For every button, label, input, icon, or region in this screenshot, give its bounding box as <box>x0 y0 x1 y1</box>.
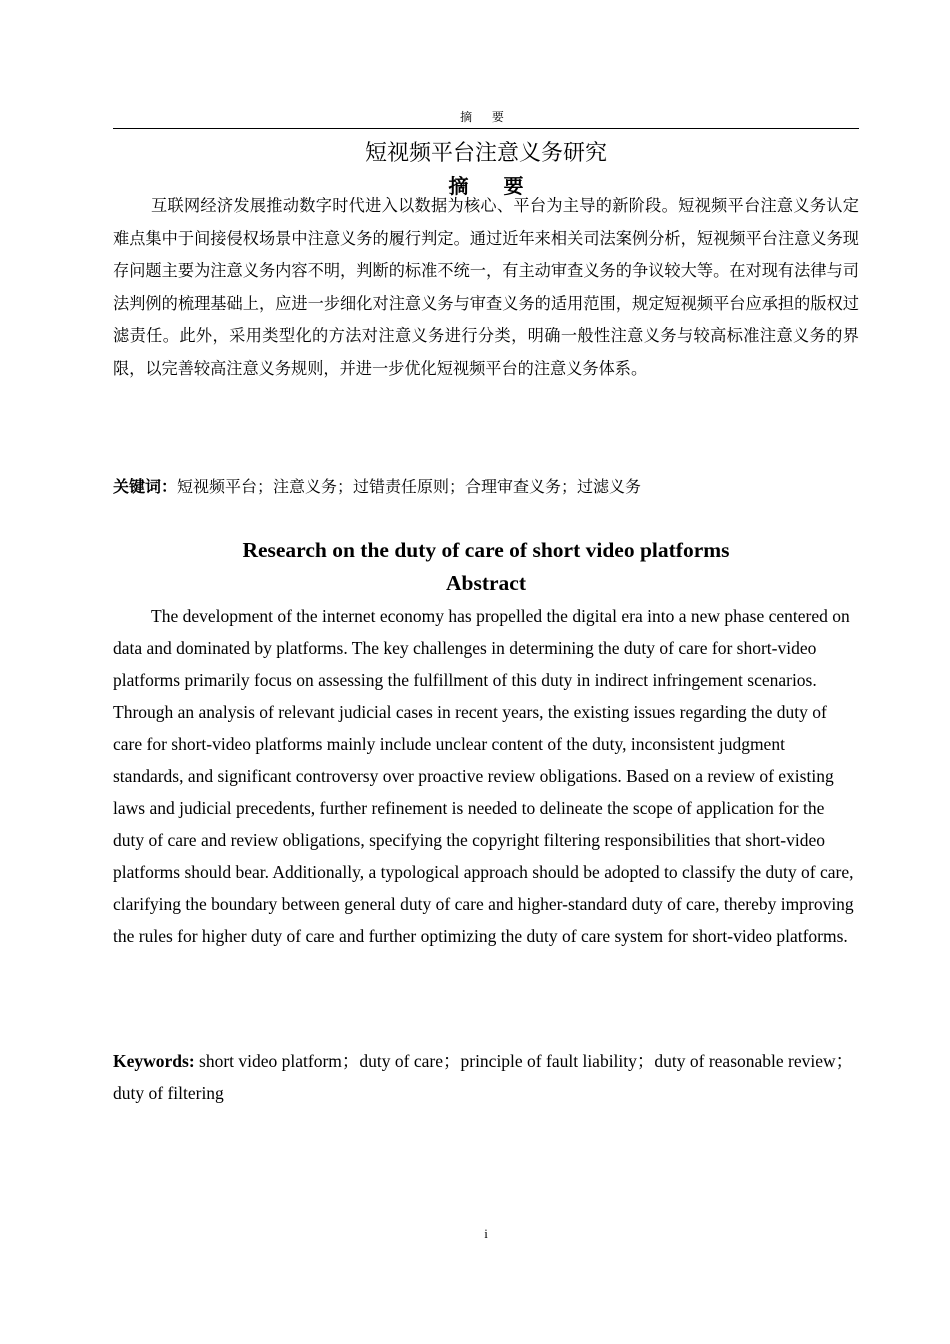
english-title: Research on the duty of care of short video platforms <box>242 538 730 562</box>
english-keywords-label: Keywords: <box>113 1051 195 1071</box>
page-number: i <box>484 1226 488 1241</box>
english-keywords-list: short video platform；duty of care；principle of fault liability；duty of reasonable review；duty of filtering <box>113 1051 854 1103</box>
chinese-abstract-body: 互联网经济发展推动数字时代进入以数据为核心、平台为主导的新阶段。短视频平台注意义务认定难点集中于间接侵权场景中注意义务的履行判定。通过近年来相关司法案例分析，短视频平台注意义务现存问题主要为注意义务内容不明，判断的标准不统一，有主动审查义务的争议较大等。在对现有法律与司法判例的梳理基础上，应进一步细化对注意义务与审查义务的适用范围，规定短视频平台应承担的版权过滤责任。此外，采用类型化的方法对注意义务进行分类，明确一般性注意义务与较高标准注意义务的界限，以完善较高注意义务规则，并进一步优化短视频平台的注意义务体系。 <box>113 196 859 378</box>
running-header: 摘 要 <box>460 110 512 124</box>
header-divider <box>113 128 859 129</box>
chinese-abstract-heading: 摘 要 <box>448 174 538 198</box>
chinese-keywords-label: 关键词： <box>113 477 178 496</box>
english-abstract-body: The development of the internet economy has propelled the digital era into a new phase centered on data and dominated by platforms. The key challenges in determining the duty of care for short-video platforms primarily focus on assessing the fulfillment of this duty in indirect infringement scenarios. Through an analysis of relevant judicial cases in recent years, the existing issues regarding the duty of care for short-video platforms mainly include unclear content of the duty, inconsistent judgment standards, and significant controversy over proactive review obligations. Based on a review of existing laws and judicial precedents, further refinement is needed to delineate the scope of application for the duty of care and review obligations, specifying the copyright filtering responsibilities that short-video platforms should bear. Additionally, a typological approach should be adopted to classify the duty of care, clarifying the boundary between general duty of care and higher-standard duty of care, thereby improving the rules for higher duty of care and further optimizing the duty of care system for short-video platforms. <box>113 606 854 946</box>
english-abstract-heading: Abstract <box>445 571 526 595</box>
english-keywords <box>113 1045 859 1109</box>
chinese-keywords <box>113 471 859 503</box>
chinese-keywords-list: 短视频平台；注意义务；过错责任原则；合理审查义务；过滤义务 <box>177 477 642 496</box>
chinese-title: 短视频平台注意义务研究 <box>364 141 607 166</box>
